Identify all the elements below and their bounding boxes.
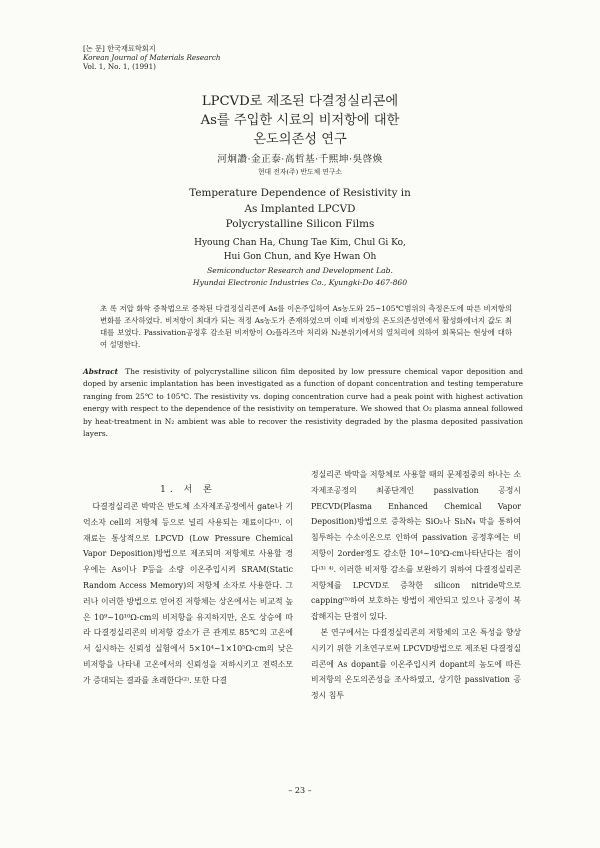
body-column-right bbox=[311, 467, 521, 704]
korean-title-line3: 온도의존성 연구 bbox=[253, 132, 347, 147]
english-authors bbox=[0, 236, 600, 264]
english-affiliation bbox=[0, 265, 600, 289]
korean-authors: 河炯讚·金正泰·高哲基·千熙坤·吳啓煥 bbox=[217, 154, 383, 165]
english-affiliation-line2: Hyundai Electronic Industries Co., Kyungki-Do 467-860 bbox=[192, 278, 408, 287]
english-affiliation-line1: Semiconductor Research and Development Lab. bbox=[207, 266, 393, 275]
paragraph: 본 연구에서는 다결정실리콘의 저항체의 고온 특성을 향상시키기 위한 기초연구로써 LPCVD방법으로 제조된 다결정실리콘에 As dopant를 이온주입시켜 dopant의 농도에 따른 비저항의 온도의존성을 조사하였고, 상기한 passivation 공정시 침투 bbox=[311, 627, 521, 701]
korean-affiliation: 현대 전자(주) 반도체 연구소 bbox=[257, 168, 342, 176]
body-column-left bbox=[83, 499, 293, 689]
paragraph: 다결정실리콘 박막은 반도체 소자제조공정에서 gate나 기억소자 cell의 저항체 등으로 널리 사용되는 재료이다⁽¹⁾. 이 재료는 통상적으로 LPCVD (Low Pressure Chemical Vapor Deposition)방법으로 제조되며 저항체로 사용할 경우에는 As이나 P등을 소량 이온주입시켜 SRAM(Static Random Access Memory)의 저항체 소자로 사용한다. 그러나 이러한 방법으로 얻어진 저항체는 상온에서는 비교적 높은 10⁹~10¹⁰Ω-cm의 비저항을 유지하지만, 온도 상승에 따라 다결정실리콘의 비저항 감소가 큰 관계로 85℃의 고온에서 실시하는 신뢰성 실험에서 5×10⁴~1×10⁵Ω-cm의 낮은 비저항을 나타내 고온에서의 신뢰성을 저하시키고 전력소모가 증대되는 결과를 초래한다⁽²⁾. 또한 다결 bbox=[83, 502, 293, 685]
english-title-line1: Temperature Dependence of Resistivity in bbox=[189, 187, 411, 199]
english-title bbox=[0, 186, 600, 233]
journal-header-line1: [논 문] 한국재료학회지 bbox=[83, 44, 156, 53]
english-title-line2: As Implanted LPCVD bbox=[244, 202, 356, 215]
english-title-line3: Polycrystalline Silicon Films bbox=[225, 218, 375, 230]
korean-title-line2: As를 주입한 시료의 비저항에 대한 bbox=[200, 113, 400, 128]
journal-header-line2: Korean Journal of Materials Research bbox=[83, 53, 221, 62]
abstract-label: Abstract bbox=[83, 367, 119, 376]
paragraph: 정실리콘 박막을 저항체로 사용할 때의 문제점중의 하나는 소자제조공정의 최종단계인 passivation 공정시 PECVD(Plasma Enhanced Chemical Vapor Deposition)방법으로 증착하는 SiO₂나 Si₃N₄ 막을 통하여 침투하는 수소이온으로 인하여 passivation 공정후에는 비저항이 2order정도 감소한 10⁴~10⁵Ω-cm나타난다는 점이다⁽³⁾ ⁴⁾. 이러한 비저항 감소를 보완하기 위하여 다결정실리콘 저항체를 LPCVD로 증착한 silicon nitride막으로 capping⁽⁵⁾하여 보호하는 방법이 제안되고 있으나 공정이 복잡해지는 단점이 있다. bbox=[311, 470, 521, 622]
section-title: 1. 서 론 bbox=[160, 485, 216, 495]
english-authors-line2: Hui Gon Chun, and Kye Hwan Oh bbox=[223, 252, 377, 262]
abstract-text: The resistivity of polycrystalline silicon film deposited by low pressure chemical vapor deposition and doped by arsenic implantation has been investigated as a function of dopant concentration and testing temperature ranging from 25℃ to 105℃. The resistivity vs. doping concentration curve had a peak point with highest activation energy with respect to the dependence of the resistivity on temperature. We showed that O₂ plasma anneal followed by heat-treatment in N₂ ambient was able to recover the resistivity degraded by the plasma deposited passivation layers. bbox=[83, 367, 523, 439]
korean-title-line1: LPCVD로 제조된 다결정실리콘에 bbox=[201, 94, 399, 109]
english-authors-line1: Hyoung Chan Ha, Chung Tae Kim, Chul Gi Ko, bbox=[194, 238, 406, 248]
korean-title bbox=[0, 92, 600, 149]
journal-header-line3: Vol. 1, No. 1, (1991) bbox=[83, 62, 156, 71]
korean-abstract: 초 록 저압 화학 증착법으로 증착된 다결정실리콘에 As를 이온주입하여 As농도와 25~105℃범위의 측정온도에 따른 비저항의 변화를 조사하였다. 비저항이 최대가 되는 적정 As농도가 존재하였으며 이때 비저항의 온도의존성면에서 활성화에너지 값도 최대를 보였다. Passivation공정후 감소된 비저항이 O₂플라즈마 처리와 N₂분위기에서의 열처리에 의하여 회복되는 현상에 대하여 설명한다. bbox=[100, 304, 512, 349]
english-abstract bbox=[83, 366, 523, 440]
page-number: – 23 – bbox=[288, 786, 312, 795]
journal-header bbox=[83, 44, 221, 71]
